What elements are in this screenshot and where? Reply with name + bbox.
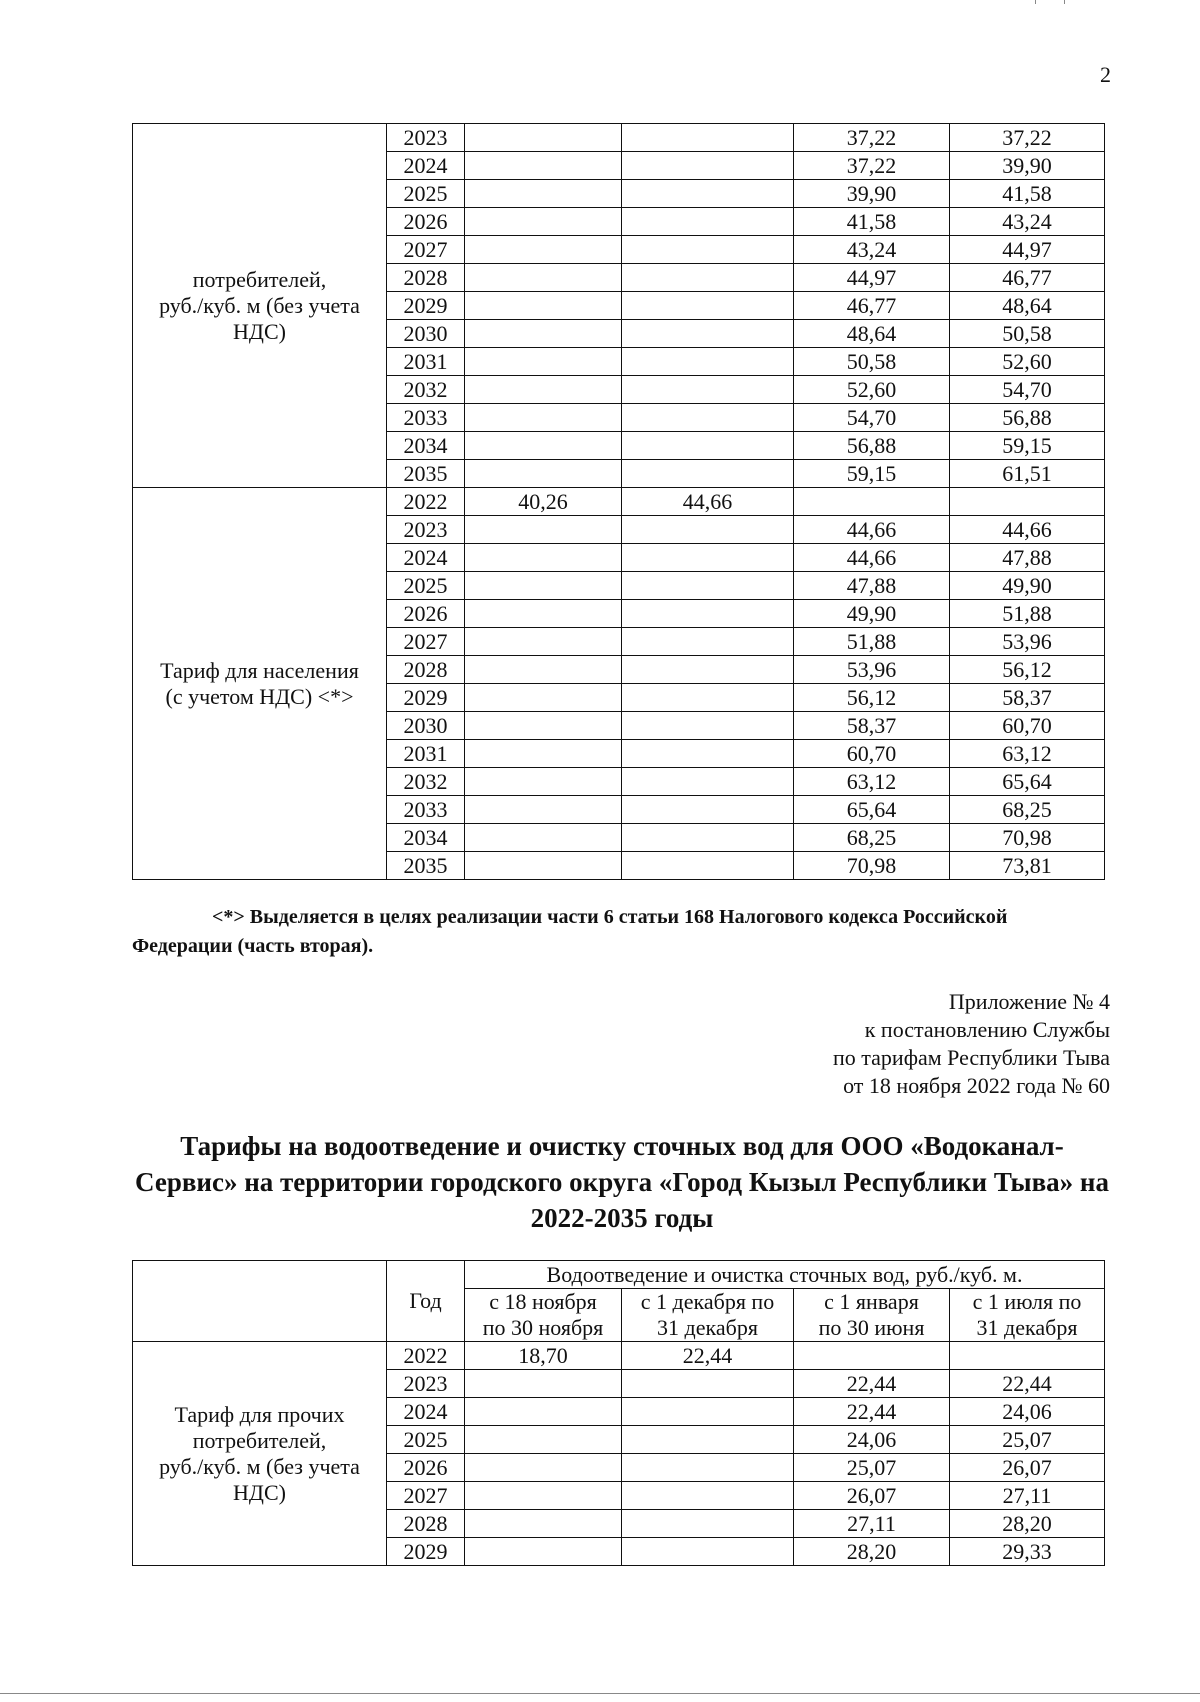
year-cell: 2027 — [387, 236, 465, 264]
year-cell: 2025 — [387, 572, 465, 600]
year-cell: 2029 — [387, 292, 465, 320]
scan-edge-line — [0, 1693, 1200, 1694]
tariff-value-cell — [622, 124, 794, 152]
header-group: Водоотведение и очистка сточных вод, руб./куб. м. — [465, 1261, 1105, 1289]
year-cell: 2024 — [387, 152, 465, 180]
tariff-value-cell — [465, 656, 622, 684]
tariff-value-cell: 73,81 — [950, 852, 1105, 880]
tariff-value-cell: 70,98 — [950, 824, 1105, 852]
tariff-value-cell — [465, 628, 622, 656]
tariff-value-cell — [465, 236, 622, 264]
tariff-table-wastewater — [132, 1260, 1105, 1566]
year-cell: 2025 — [387, 180, 465, 208]
tariff-value-cell: 50,58 — [794, 348, 950, 376]
tariff-value-cell: 59,15 — [950, 432, 1105, 460]
tariff-value-cell: 46,77 — [950, 264, 1105, 292]
tariff-value-cell — [622, 572, 794, 600]
year-cell: 2034 — [387, 824, 465, 852]
tariff-value-cell — [465, 1482, 622, 1510]
header-period-4: с 1 июля по 31 декабря — [950, 1289, 1105, 1342]
tariff-value-cell: 58,37 — [950, 684, 1105, 712]
tariff-value-cell — [465, 740, 622, 768]
tariff-value-cell: 63,12 — [794, 768, 950, 796]
appendix-line: по тарифам Республики Тыва — [833, 1045, 1110, 1070]
tariff-value-cell — [465, 544, 622, 572]
tariff-value-cell — [622, 180, 794, 208]
table-row — [133, 488, 1105, 516]
year-cell: 2027 — [387, 1482, 465, 1510]
year-cell: 2031 — [387, 348, 465, 376]
tariff-value-cell — [622, 236, 794, 264]
tariff-value-cell — [465, 768, 622, 796]
tariff-value-cell: 54,70 — [950, 376, 1105, 404]
row-group-label: потребителей, руб./куб. м (без учета НДС) — [133, 124, 387, 488]
tariff-value-cell — [622, 1454, 794, 1482]
tariff-value-cell: 28,20 — [794, 1538, 950, 1566]
tariff-value-cell: 52,60 — [794, 376, 950, 404]
year-cell: 2023 — [387, 1370, 465, 1398]
table-row — [133, 1342, 1105, 1370]
tariff-value-cell — [465, 264, 622, 292]
tariff-value-cell — [465, 180, 622, 208]
tariff-value-cell — [465, 432, 622, 460]
tariff-value-cell — [465, 852, 622, 880]
year-cell: 2030 — [387, 712, 465, 740]
tariff-value-cell: 44,66 — [950, 516, 1105, 544]
tariff-value-cell — [622, 152, 794, 180]
tariff-value-cell — [465, 348, 622, 376]
tariff-value-cell — [465, 1510, 622, 1538]
tariff-value-cell — [622, 1538, 794, 1566]
year-cell: 2031 — [387, 740, 465, 768]
tariff-value-cell: 25,07 — [794, 1454, 950, 1482]
year-cell: 2032 — [387, 376, 465, 404]
tariff-value-cell — [465, 208, 622, 236]
year-cell: 2034 — [387, 432, 465, 460]
header-period-1: с 18 ноября по 30 ноября — [465, 1289, 622, 1342]
year-cell: 2027 — [387, 628, 465, 656]
tariff-value-cell — [465, 152, 622, 180]
tariff-value-cell: 50,58 — [950, 320, 1105, 348]
year-cell: 2029 — [387, 684, 465, 712]
tariff-value-cell: 44,66 — [622, 488, 794, 516]
tariff-table-wastewater-body — [133, 1342, 1105, 1566]
tariff-value-cell: 43,24 — [950, 208, 1105, 236]
year-cell: 2033 — [387, 404, 465, 432]
year-cell: 2035 — [387, 460, 465, 488]
tariff-value-cell — [465, 1370, 622, 1398]
tariff-value-cell: 25,07 — [950, 1426, 1105, 1454]
tariff-value-cell: 56,12 — [950, 656, 1105, 684]
tariff-value-cell: 22,44 — [794, 1370, 950, 1398]
tariff-value-cell — [622, 292, 794, 320]
header-year: Год — [387, 1261, 465, 1342]
tariff-value-cell: 37,22 — [950, 124, 1105, 152]
table-row — [133, 124, 1105, 152]
tariff-value-cell — [622, 600, 794, 628]
tariff-value-cell — [622, 1370, 794, 1398]
tariff-value-cell: 28,20 — [950, 1510, 1105, 1538]
header-period-3: с 1 января по 30 июня — [794, 1289, 950, 1342]
tariff-value-cell: 37,22 — [794, 124, 950, 152]
year-cell: 2026 — [387, 208, 465, 236]
tariff-table-continued-body — [133, 124, 1105, 880]
row-group-label: Тариф для населения (с учетом НДС) <*> — [133, 488, 387, 880]
tariff-value-cell: 54,70 — [794, 404, 950, 432]
tariff-value-cell — [622, 376, 794, 404]
tariff-value-cell — [950, 1342, 1105, 1370]
tariff-value-cell — [622, 460, 794, 488]
header-empty-cell — [133, 1261, 387, 1342]
tariff-value-cell — [465, 292, 622, 320]
header-period-2: с 1 декабря по 31 декабря — [622, 1289, 794, 1342]
tariff-value-cell — [465, 684, 622, 712]
tariff-value-cell — [622, 684, 794, 712]
tariff-value-cell: 44,97 — [950, 236, 1105, 264]
tariff-value-cell: 60,70 — [950, 712, 1105, 740]
tariff-value-cell: 27,11 — [950, 1482, 1105, 1510]
tariff-value-cell — [622, 768, 794, 796]
year-cell: 2025 — [387, 1426, 465, 1454]
year-cell: 2028 — [387, 1510, 465, 1538]
scan-mark — [1035, 0, 1065, 4]
tariff-value-cell — [465, 1398, 622, 1426]
tariff-value-cell: 56,88 — [794, 432, 950, 460]
tariff-value-cell — [465, 460, 622, 488]
tariff-value-cell — [794, 488, 950, 516]
tariff-value-cell — [622, 740, 794, 768]
tariff-value-cell — [622, 1482, 794, 1510]
tariff-value-cell — [622, 628, 794, 656]
tariff-value-cell — [465, 712, 622, 740]
tariff-value-cell: 43,24 — [794, 236, 950, 264]
year-cell: 2028 — [387, 656, 465, 684]
tariff-value-cell — [622, 852, 794, 880]
tariff-value-cell: 22,44 — [950, 1370, 1105, 1398]
tariff-value-cell — [465, 572, 622, 600]
appendix-reference — [833, 988, 1110, 1100]
tariff-value-cell: 27,11 — [794, 1510, 950, 1538]
tariff-value-cell: 24,06 — [794, 1426, 950, 1454]
tariff-value-cell: 39,90 — [950, 152, 1105, 180]
year-cell: 2023 — [387, 516, 465, 544]
tariff-value-cell: 48,64 — [794, 320, 950, 348]
tariff-table-header — [133, 1261, 1105, 1342]
tariff-value-cell — [465, 320, 622, 348]
tariff-value-cell: 53,96 — [950, 628, 1105, 656]
tariff-value-cell: 26,07 — [794, 1482, 950, 1510]
tariff-value-cell: 48,64 — [950, 292, 1105, 320]
tariff-value-cell — [465, 600, 622, 628]
tariff-value-cell — [622, 264, 794, 292]
tariff-value-cell: 65,64 — [794, 796, 950, 824]
year-cell: 2024 — [387, 1398, 465, 1426]
tariff-value-cell — [465, 516, 622, 544]
tariff-value-cell — [622, 432, 794, 460]
tariff-value-cell: 44,97 — [794, 264, 950, 292]
year-cell: 2024 — [387, 544, 465, 572]
tariff-value-cell: 58,37 — [794, 712, 950, 740]
tariff-value-cell: 29,33 — [950, 1538, 1105, 1566]
tariff-value-cell — [622, 796, 794, 824]
tariff-value-cell — [622, 348, 794, 376]
tariff-value-cell — [622, 824, 794, 852]
row-group-label: Тариф для прочих потребителей, руб./куб. м (без учета НДС) — [133, 1342, 387, 1566]
year-cell: 2026 — [387, 600, 465, 628]
tariff-value-cell: 56,88 — [950, 404, 1105, 432]
tariff-value-cell: 60,70 — [794, 740, 950, 768]
tariff-value-cell — [622, 1398, 794, 1426]
tariff-value-cell: 41,58 — [950, 180, 1105, 208]
tariff-value-cell: 53,96 — [794, 656, 950, 684]
year-cell: 2035 — [387, 852, 465, 880]
tariff-value-cell: 40,26 — [465, 488, 622, 516]
year-cell: 2028 — [387, 264, 465, 292]
appendix-line: Приложение № 4 — [948, 989, 1110, 1014]
tariff-value-cell: 22,44 — [622, 1342, 794, 1370]
appendix-line: к постановлению Службы — [864, 1017, 1110, 1042]
tariff-value-cell — [465, 1538, 622, 1566]
tariff-value-cell — [465, 1454, 622, 1482]
tariff-value-cell — [622, 1426, 794, 1454]
tariff-value-cell: 61,51 — [950, 460, 1105, 488]
tariff-value-cell: 59,15 — [794, 460, 950, 488]
tariff-value-cell — [465, 1426, 622, 1454]
tariff-value-cell: 52,60 — [950, 348, 1105, 376]
tariff-value-cell: 47,88 — [794, 572, 950, 600]
tariff-value-cell: 41,58 — [794, 208, 950, 236]
tariff-value-cell: 44,66 — [794, 544, 950, 572]
tariff-value-cell: 26,07 — [950, 1454, 1105, 1482]
tariff-value-cell: 18,70 — [465, 1342, 622, 1370]
tariff-value-cell: 68,25 — [950, 796, 1105, 824]
year-cell: 2032 — [387, 768, 465, 796]
page-number: 2 — [1100, 62, 1111, 87]
tariff-value-cell: 49,90 — [794, 600, 950, 628]
tariff-value-cell — [465, 404, 622, 432]
tariff-table-continued — [132, 123, 1105, 880]
tariff-value-cell — [622, 656, 794, 684]
tariff-value-cell: 51,88 — [794, 628, 950, 656]
tariff-value-cell: 39,90 — [794, 180, 950, 208]
tariff-value-cell: 37,22 — [794, 152, 950, 180]
year-cell: 2023 — [387, 124, 465, 152]
tariff-value-cell — [622, 320, 794, 348]
tariff-value-cell — [622, 544, 794, 572]
tariff-value-cell — [465, 124, 622, 152]
tariff-value-cell: 51,88 — [950, 600, 1105, 628]
year-cell: 2022 — [387, 488, 465, 516]
footnote: <*> Выделяется в целях реализации части 6 статьи 168 Налогового кодекса Российской Федерации (часть вторая). — [132, 906, 1008, 957]
tariff-value-cell: 68,25 — [794, 824, 950, 852]
tariff-value-cell: 24,06 — [950, 1398, 1105, 1426]
tariff-value-cell: 22,44 — [794, 1398, 950, 1426]
tariff-value-cell — [465, 796, 622, 824]
tariff-value-cell: 49,90 — [950, 572, 1105, 600]
tariff-value-cell: 63,12 — [950, 740, 1105, 768]
tariff-value-cell: 70,98 — [794, 852, 950, 880]
tariff-value-cell — [622, 404, 794, 432]
year-cell: 2033 — [387, 796, 465, 824]
year-cell: 2029 — [387, 1538, 465, 1566]
tariff-value-cell — [794, 1342, 950, 1370]
tariff-value-cell — [465, 376, 622, 404]
tariff-value-cell: 46,77 — [794, 292, 950, 320]
tariff-value-cell: 44,66 — [794, 516, 950, 544]
year-cell: 2026 — [387, 1454, 465, 1482]
tariff-value-cell — [622, 516, 794, 544]
tariff-value-cell — [465, 824, 622, 852]
tariff-value-cell — [622, 712, 794, 740]
document-title: Тарифы на водоотведение и очистку сточных вод для ООО «Водоканал-Сервис» на территории городского округа «Город Кызыл Республики Тыва» на 2022-2035 годы — [135, 1131, 1109, 1233]
tariff-value-cell: 56,12 — [794, 684, 950, 712]
appendix-line: от 18 ноября 2022 года № 60 — [843, 1073, 1110, 1098]
tariff-value-cell — [622, 208, 794, 236]
year-cell: 2030 — [387, 320, 465, 348]
tariff-value-cell — [622, 1510, 794, 1538]
tariff-value-cell — [950, 488, 1105, 516]
tariff-value-cell: 65,64 — [950, 768, 1105, 796]
year-cell: 2022 — [387, 1342, 465, 1370]
tariff-value-cell: 47,88 — [950, 544, 1105, 572]
